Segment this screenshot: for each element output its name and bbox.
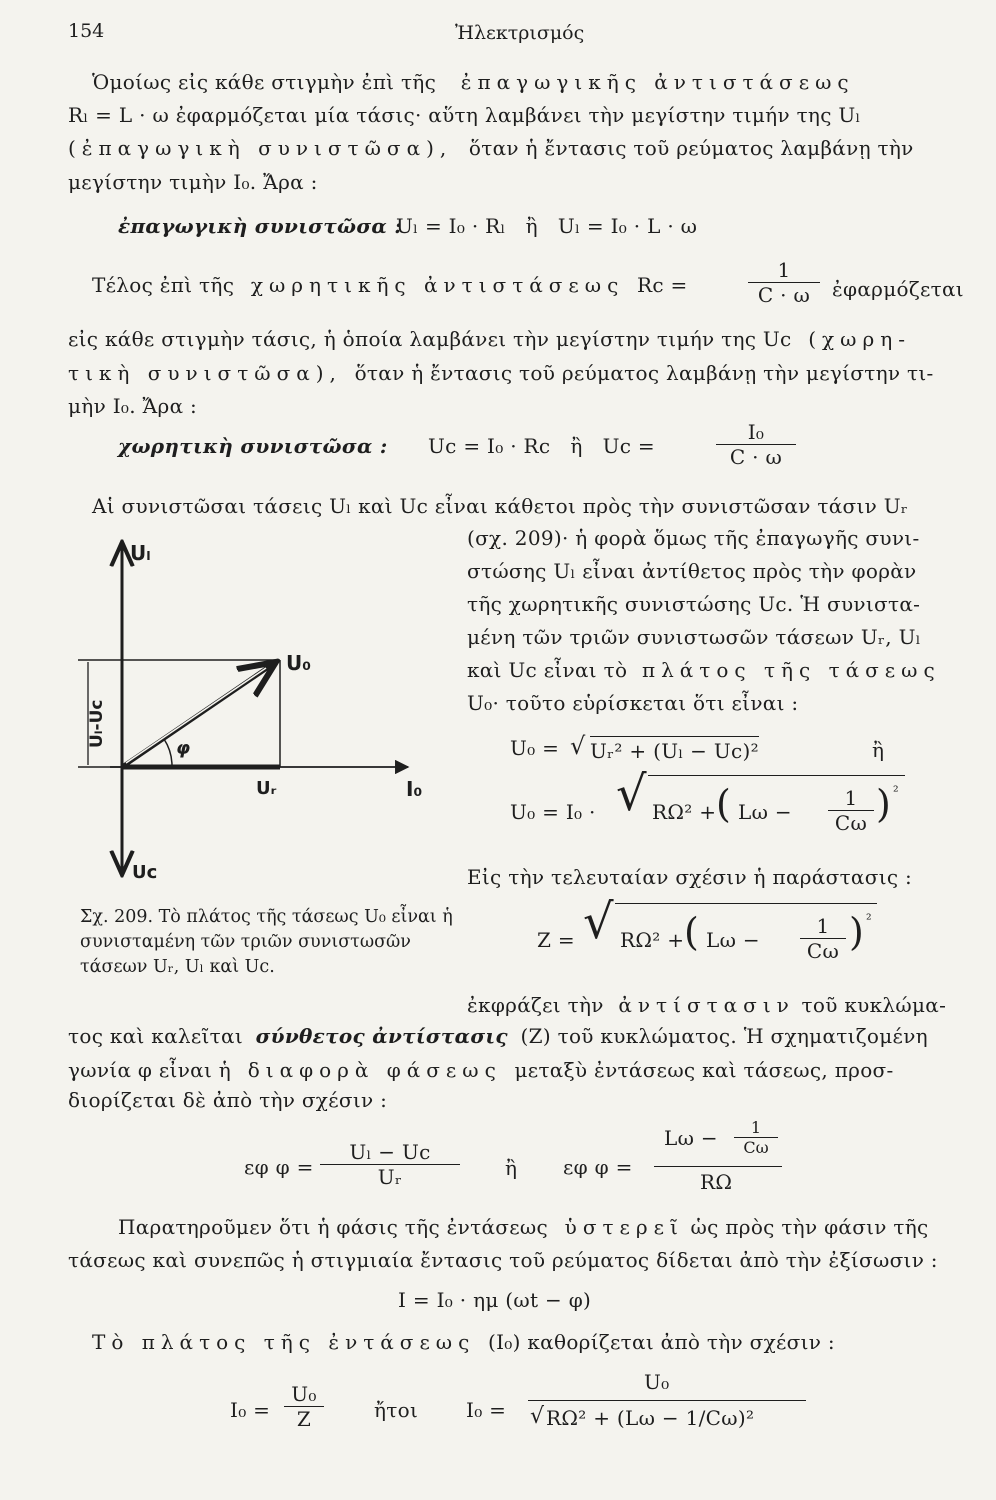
i0-label: I₀ xyxy=(406,777,423,801)
p3-line4: τῆς χωρητικῆς συνιστώσης Uc. Ἡ συνιστα- xyxy=(467,592,921,616)
capacitive-component-formula: Uc = I₀ · Rc ἢ Uc = xyxy=(428,434,655,458)
z-radicand-b: Lω − xyxy=(706,928,760,952)
z-paren-open: ( xyxy=(684,910,699,954)
u0-radical-bar-2 xyxy=(648,775,905,776)
p5-line4: διορίζεται δὲ ἀπὸ τὴν σχέσιν : xyxy=(68,1088,388,1112)
u0-vector-inner xyxy=(126,668,266,763)
rc-fraction: $\frac{1}{C \cdot \omega}$ xyxy=(748,258,820,307)
tanphi-num-2-fraction: $\frac{1}{C\omega}$ xyxy=(734,1118,778,1157)
tanphi-lhs-1: εφ φ = xyxy=(244,1155,314,1179)
p3-line7: U₀· τοῦτο εὑρίσκεται ὅτι εἶναι : xyxy=(467,691,799,715)
z-sqrt-sign: √ xyxy=(583,894,614,950)
p5-line3: γωνία φ εἶναι ἡ διαφορὰ φάσεως μεταξὺ ἐντάσεως καὶ τάσεως, προσ- xyxy=(68,1058,894,1082)
p3-line6: καὶ Uc εἶναι τὸ πλάτος τῆς τάσεως xyxy=(467,658,941,682)
inductive-component-label: ἐπαγωγικὴ συνιστῶσα : xyxy=(118,214,403,238)
z-exponent: ² xyxy=(866,912,872,928)
p2-line4: μὴν I₀. Ἄρα : xyxy=(68,394,198,418)
p1-line4: μεγίστην τιμὴν I₀. Ἄρα : xyxy=(68,170,318,194)
i0-fraction-1: $\frac{\text{U₀}}{Z}$ xyxy=(284,1382,324,1431)
ul-label: Uₗ xyxy=(130,541,151,565)
figure-caption: Σχ. 209. Τὸ πλάτος τῆς τάσεως U₀ εἶναι ἡ συνισταμένη τῶν τριῶν συνιστωσῶν τάσεων Uᵣ, Uₗ καὶ Uc. xyxy=(80,907,453,977)
ur-label: Uᵣ xyxy=(256,778,277,799)
phi-arc xyxy=(164,739,172,767)
u0-lhs-2: U₀ = I₀ · xyxy=(510,800,596,824)
i0-bar-2 xyxy=(528,1400,806,1401)
or-word-1: ἢ xyxy=(872,738,885,762)
p4-line1: Εἰς τὴν τελευταίαν σχέσιν ἡ παράστασις : xyxy=(467,865,913,889)
u0-radicand-1: Uᵣ² + (Uₗ − Uc)² xyxy=(590,736,759,763)
i0-lhs-2: I₀ = xyxy=(466,1398,507,1422)
p2-line1-end: ἐφαρμόζεται xyxy=(832,277,964,301)
u0-radicand-2a: RΩ² + xyxy=(652,800,717,824)
i0-den-2: RΩ² + (Lω − 1/Cω)² xyxy=(546,1406,755,1430)
u0-label: U₀ xyxy=(286,651,311,675)
p6-line2: τάσεως καὶ συνεπῶς ἡ στιγμιαία ἔντασις τοῦ ρεύματος δίδεται ἀπὸ τὴν ἐξίσωσιν : xyxy=(68,1248,938,1272)
p5-line1: ἐκφράζει τὴν ἀντίστασιν τοῦ κυκλώμα- xyxy=(467,993,947,1017)
namely-word: ἤτοι xyxy=(374,1398,419,1422)
tanphi-num-2: Lω − xyxy=(664,1126,718,1150)
p1-line3: (ἐπαγωγικὴ συνιστῶσα), ὅταν ἡ ἔντασις τοῦ ρεύματος λαμβάνῃ τὴν xyxy=(68,136,914,160)
capacitive-fraction: $\frac{\text{I₀}}{C \cdot \omega}$ xyxy=(716,420,796,469)
tanphi-lhs-2: εφ φ = xyxy=(563,1155,633,1179)
tanphi-bar-2 xyxy=(654,1166,782,1167)
i0-num-2: U₀ xyxy=(644,1370,670,1394)
phi-label: φ xyxy=(176,738,191,759)
page-number: 154 xyxy=(68,20,105,42)
current-equation: I = I₀ · ημ (ωt − φ) xyxy=(398,1288,592,1312)
p2-line2: εἰς κάθε στιγμὴν τάσις, ἡ ὁποία λαμβάνει τὴν μεγίστην τιμήν της Uc (χωρη- xyxy=(68,327,911,351)
or-word-2: ἢ xyxy=(505,1156,518,1180)
p1-line1: Ὁμοίως εἰς κάθε στιγμὴν ἐπὶ τῆς ἐπαγωγικῆς ἀντιστάσεως xyxy=(92,70,855,94)
u0-sqrt-sign-1: √ xyxy=(570,732,586,760)
tanphi-fraction-1: $\frac{\text{Uₗ − Uc}}{\text{Uᵣ}}$ xyxy=(320,1140,460,1189)
p2-line1: Τέλος ἐπὶ τῆς χωρητικῆς ἀντιστάσεως Rc = xyxy=(92,273,688,297)
p1-line2: Rₗ = L · ω ἐφαρμόζεται μία τάσις· αὕτη λαμβάνει τὴν μεγίστην τιμήν της Uₗ xyxy=(68,103,861,127)
u0-sqrt-sign-2: √ xyxy=(616,766,647,822)
u0-inner-fraction: $\frac{1}{C\omega}$ xyxy=(828,786,874,835)
p5-line2: τος καὶ καλεῖται σύνθετος ἀντίστασις (Z) τοῦ κυκλώματος. Ἡ σχηματιζομένη xyxy=(68,1024,928,1048)
tanphi-den-2: RΩ xyxy=(700,1170,733,1194)
p3-line5: μένη τῶν τριῶν συνιστωσῶν τάσεων Uᵣ, Uₗ xyxy=(467,625,921,649)
p3-line2: (σχ. 209)· ἡ φορὰ ὅμως τῆς ἐπαγωγῆς συνι- xyxy=(467,526,920,550)
inductive-component-formula: Uₗ = I₀ · Rₗ ἢ Uₗ = I₀ · L · ω xyxy=(396,214,698,238)
p3-line3: στώσης Uₗ εἶναι ἀντίθετος πρὸς τὴν φορὰν xyxy=(467,559,917,583)
p2-line3: τικὴ συνιστῶσα), ὅταν ἡ ἔντασις τοῦ ρεύματος λαμβάνῃ τὴν μεγίστην τι- xyxy=(68,361,934,385)
capacitive-component-label: χωρητικὴ συνιστῶσα : xyxy=(118,434,388,458)
ul-minus-uc-label: Uₗ-Uc xyxy=(87,699,107,748)
running-title: Ἠλεκτρισμός xyxy=(455,22,585,44)
z-paren-close: ) xyxy=(849,910,864,954)
z-radical-bar xyxy=(615,903,877,904)
phasor-diagram xyxy=(60,530,440,890)
u0-radicand-2b: Lω − xyxy=(738,800,792,824)
u0-exponent: ² xyxy=(893,784,899,800)
i0-den-sqrt: √ xyxy=(530,1404,545,1429)
i0-lhs-1: I₀ = xyxy=(230,1398,271,1422)
z-inner-fraction: $\frac{1}{C\omega}$ xyxy=(800,914,846,963)
p7-line1: Τὸ πλάτος τῆς ἐντάσεως (I₀) καθορίζεται ἀπὸ τὴν σχέσιν : xyxy=(92,1330,835,1354)
p6-line1: Παρατηροῦμεν ὅτι ἡ φάσις τῆς ἐντάσεως ὑστερεῖ ὡς πρὸς τὴν φάσιν τῆς xyxy=(118,1215,929,1239)
p3-line1: Αἱ συνιστῶσαι τάσεις Uₗ καὶ Uc εἶναι κάθετοι πρὸς τὴν συνιστῶσαν τάσιν Uᵣ xyxy=(92,494,909,518)
uc-label: Uc xyxy=(132,862,158,883)
u0-paren-close: ) xyxy=(876,782,891,826)
u0-lhs-1: U₀ = xyxy=(510,736,560,760)
u0-paren-open: ( xyxy=(716,782,731,826)
z-lhs: Z = xyxy=(537,928,575,952)
z-radicand-a: RΩ² + xyxy=(620,928,685,952)
